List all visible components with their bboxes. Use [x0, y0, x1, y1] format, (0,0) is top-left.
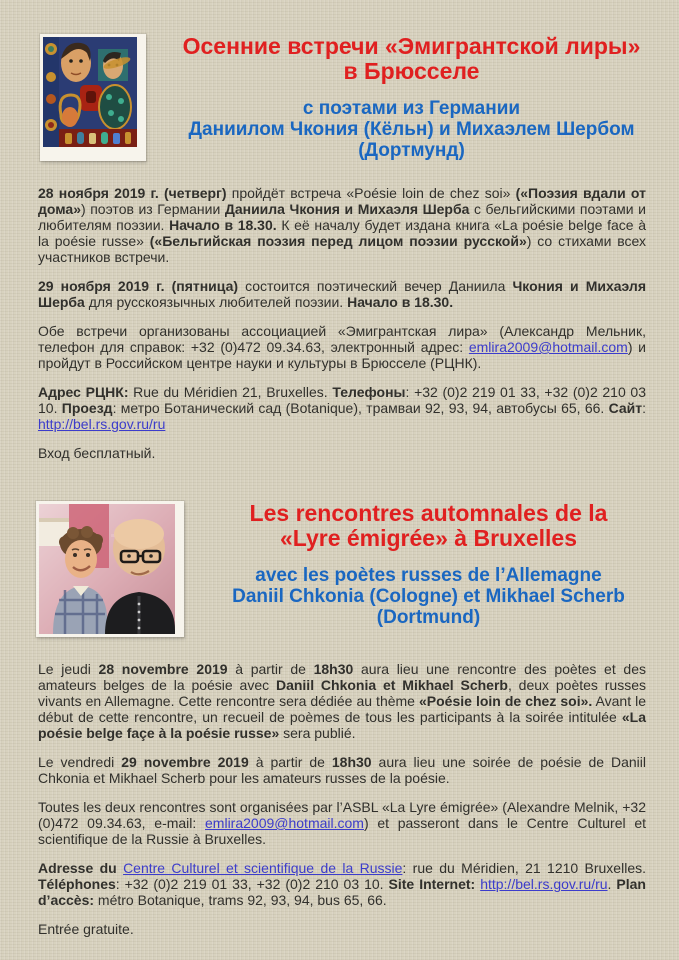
photo-two-poets [36, 501, 184, 637]
paragraph-fr-2: Le vendredi 29 novembre 2019 à partir de 18h30 aura lieu une soirée de poésie de Daniil Chkonia et Mikhael Scherb pour les amateurs russes de la poésie. [38, 754, 646, 786]
paragraph-fr-3: Toutes les deux rencontres sont organisées par l’ASBL «La Lyre émigrée» (Alexandre Melnik, +32 (0)472 09.34.63, e-mail: emlira2009@hotmail.com) et passeront dans le Centre Culturel et scientifique de la Russie à Bruxelles. [38, 799, 646, 847]
title-fr-line2: «Lyre émigrée» à Bruxelles [279, 525, 578, 551]
paragraph-fr-1: Le jeudi 28 novembre 2019 à partir de 18h30 aura lieu une rencontre des poètes et des amateurs belges de la poésie avec Daniil Chkonia et Mikhael Scherb, deux poètes russes vivants en Allemagne. Cette rencontre sera dédiée au thème «Poésie loin de chez soi». Avant le début de cette rencontre, un recueil de poèmes de tous les participants à la soirée intitulée «La poésie belge façe à la poésie russe» sera publié. [38, 661, 647, 741]
title-ru-line2: в Брюсселе [343, 58, 480, 84]
subtitle-ru-line1: с поэтами из Германии [302, 98, 521, 119]
paragraph-fr-4: Adresse du Centre Culturel et scientifique de la Russie: rue du Méridien, 21 1210 Bruxelles. Téléphones: +32 (0)2 219 01 33, +32 (0)2 210 03 10. Site Internet: http://bel.rs.gov.ru/ru. Plan d’accès: métro Botanique, trams 92, 93, 94, bus 65, 66. [38, 860, 646, 908]
subtitle-ru-line3: (Дортмунд) [358, 140, 465, 161]
link[interactable]: emlira2009@hotmail.com [468, 339, 628, 355]
paragraph-ru-2: 29 ноября 2019 г. (пятница) состоится поэтический вечер Даниила Чкония и Михаэля Шерба для русскоязычных любителей поэзии. Начало в 18.30. [38, 278, 646, 310]
title-fr-line1: Les rencontres automnales de la [249, 500, 608, 526]
subtitle-fr-line1: avec les poètes russes de l’Allemagne [255, 565, 602, 586]
title-ru-line1: Осенние встречи «Эмигрантской лиры» [182, 33, 641, 59]
header-french [36, 501, 661, 637]
two-men-photo-icon [39, 504, 175, 634]
body-french [38, 661, 646, 937]
free-entry-ru: Вход бесплатный. [38, 445, 156, 461]
free-entry-fr: Entrée gratuite. [38, 921, 134, 937]
link[interactable]: http://bel.rs.gov.ru/ru [480, 876, 608, 892]
subtitle-fr-line2: Daniil Chkonia (Cologne) et Mikhael Scherb [232, 586, 625, 607]
subtitle-ru-line2: Даниилом Чкония (Кёльн) и Михаэлем Шербом [188, 119, 635, 140]
paragraph-ru-1: 28 ноября 2019 г. (четверг) пройдёт встреча «Poésie loin de chez soi» («Поэзия вдали от дома») поэтов из Германии Даниила Чкония и Михаэля Шерба с бельгийскими поэтами и любителям поэзии. Начало в 18.30. К её началу будет издана книга «La poésie belge face à la poésie russe» («Бельгийская поэзия перед лицом поэзии русской») со стихами всех участников встречи. [38, 185, 647, 265]
paragraph-ru-3: Обе встречи организованы ассоциацией «Эмигрантская лира» (Александр Мельник, телефон для справок: +32 (0)472 09.34.63, электронный адрес: emlira2009@hotmail.com) и пройдут в Российском центре науки и культуры в Брюсселе (РЦНК). [38, 323, 647, 371]
header-russian-text [162, 34, 661, 161]
subtitle-fr-line3: (Dortmund) [376, 607, 481, 628]
link[interactable]: emlira2009@hotmail.com [205, 815, 364, 831]
header-french-text [196, 501, 661, 628]
header-russian [0, 0, 679, 161]
artwork-image [40, 34, 146, 161]
folk-art-painting-icon [43, 37, 137, 147]
body-russian [38, 185, 646, 461]
link[interactable]: http://bel.rs.gov.ru/ru [38, 416, 166, 432]
paragraph-ru-4: Адрес РЦНК: Rue du Méridien 21, Bruxelles. Телефоны: +32 (0)2 219 01 33, +32 (0)2 210 03 10. Проезд: метро Ботанический сад (Botanique), трамваи 92, 93, 94, автобусы 65, 66. Сайт: http://bel.rs.gov.ru/ru [38, 384, 647, 432]
link[interactable]: Centre Culturel et scientifique de la Russie [123, 860, 403, 876]
